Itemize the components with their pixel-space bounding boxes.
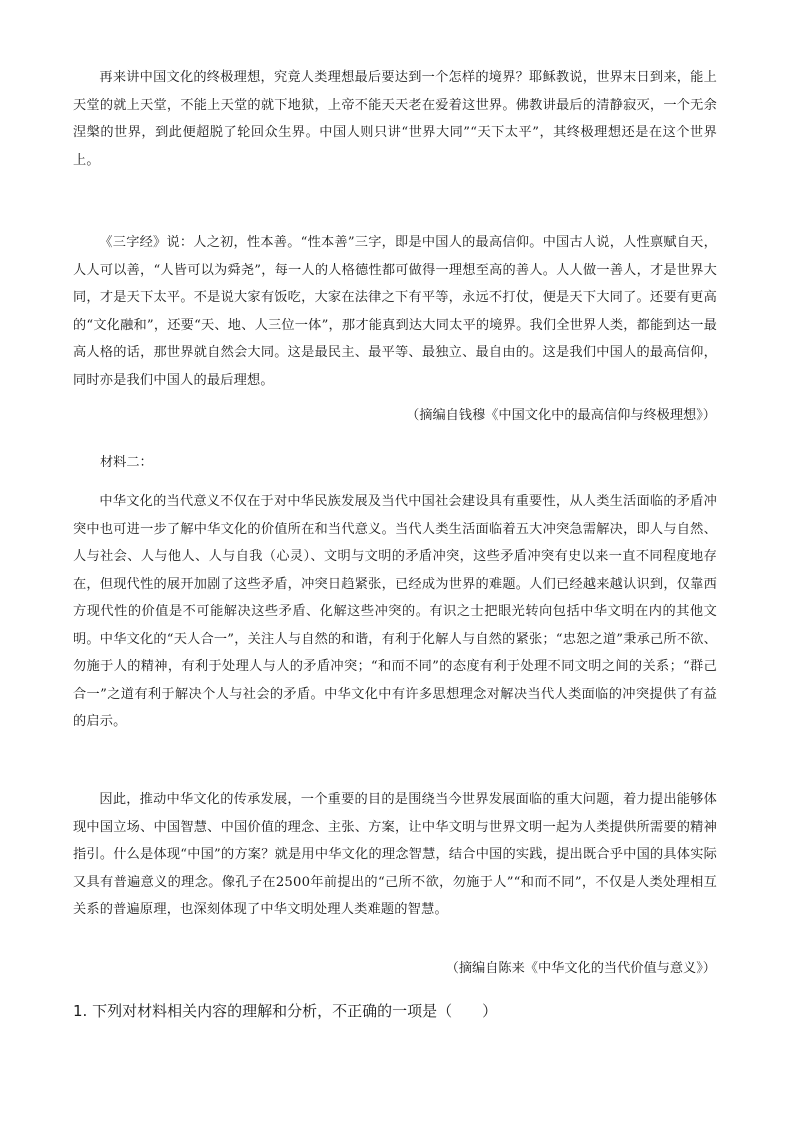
material-one-source: （摘编自钱穆《中国文化中的最高信仰与终极理想》） (406, 408, 716, 423)
question-1-stem: 1. 下列对材料相关内容的理解和分析，不正确的一项是（ ） (73, 1002, 498, 1020)
material-two-paragraph-2: 因此，推动中华文化的传承发展，一个重要的目的是围绕当今世界发展面临的重大问题，着力提出能够体现中国立场、中国智慧、中国价值的理念、主张、方案，让中华文明与世界文明一起为人类提供所需要的精神指引。什么是体现“中国”的方案？就是用中华文化的理念智慧，结合中国的实践，提出既合乎中国的具体实际又具有普遍意义的理念。像孔子在2500年前提出的“己所不欲，勿施于人”“和而不同”，不仅是人类处理相互关系的普遍原理，也深刻体现了中华文明处理人类难题的智慧。 (73, 792, 717, 917)
material-two-paragraph-1: 中华文化的当代意义不仅在于对中华民族发展及当代中国社会建设具有重要性，从人类生活面临的矛盾冲突中也可进一步了解中华文化的价值所在和当代意义。当代人类生活面临着五大冲突急需解决，即人与自然、人与社会、人与他人、人与自我（心灵）、文明与文明的矛盾冲突，这些矛盾冲突有史以来一直不同程度地存在，但现代性的展开加剧了这些矛盾，冲突日趋紧张，已经成为世界的难题。人们已经越来越认识到，仅靠西方现代性的价值是不可能解决这些矛盾、化解这些冲突的。有识之士把眼光转向包括中华文明在内的其他文明。中华文化的“天人合一”，关注人与自然的和谐，有利于化解人与自然的紧张；“忠恕之道”秉承己所不欲、勿施于人的精神，有利于处理人与人的矛盾冲突；“和而不同”的态度有利于处理不同文明之间的关系；“群己合一”之道有利于解决个人与社会的矛盾。中华文化中有许多思想理念对解决当代人类面临的冲突提供了有益的启示。 (73, 494, 717, 729)
material-two-label: 材料二： (100, 455, 153, 470)
material-two-source: （摘编自陈来《中华文化的当代价值与意义》） (445, 961, 716, 976)
material-one-paragraph-1: 再来讲中国文化的终极理想，究竟人类理想最后要达到一个怎样的境界？耶稣教说，世界末日到来，能上天堂的就上天堂，不能上天堂的就下地狱，上帝不能天天老在爱着这世界。佛教讲最后的清静寂灭，一个无余涅槃的世界，到此便超脱了轮回众生界。中国人则只讲“世界大同”“天下太平”，其终极理想还是在这个世界上。 (73, 70, 717, 168)
material-one-paragraph-2: 《三字经》说：人之初，性本善。“性本善”三字，即是中国人的最高信仰。中国古人说，人性禀赋自天，人人可以善，“人皆可以为舜尧”，每一人的人格德性都可做得一理想至高的善人。人人做一善人，才是世界大同，才是天下太平。不是说大家有饭吃，大家在法律之下有平等，永远不打仗，便是天下大同了。还要有更高的“文化融和”，还要“天、地、人三位一体”，那才能真到达大同太平的境界。我们全世界人类，都能到达一最高人格的话，那世界就自然会大同。这是最民主、最平等、最独立、最自由的。这是我们中国人的最高信仰，同时亦是我们中国人的最后理想。 (73, 235, 717, 388)
